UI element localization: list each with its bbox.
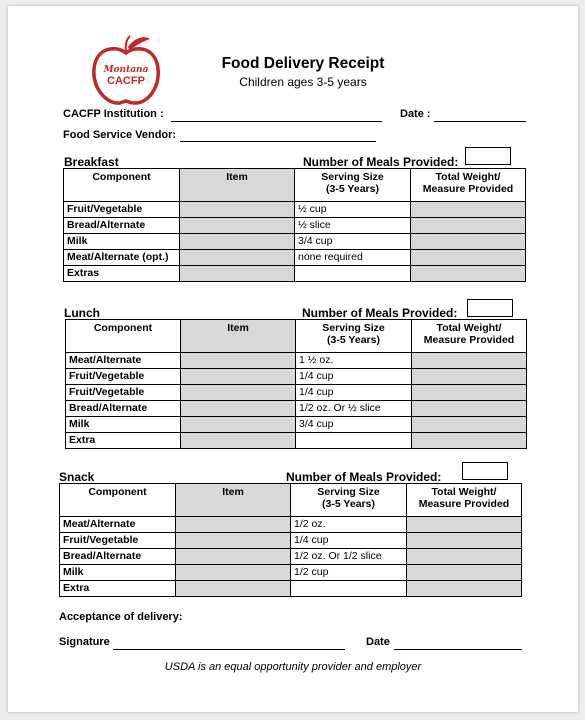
lunch-meals-label: Number of Meals Provided: xyxy=(302,306,458,320)
component-cell: Extras xyxy=(64,266,180,282)
column-header-serving: Serving Size (3-5 Years) xyxy=(291,484,407,517)
component-cell: Fruit/Vegetable xyxy=(64,202,180,218)
table-row xyxy=(64,234,526,250)
vendor-field[interactable] xyxy=(180,141,376,142)
column-header-component: Component xyxy=(60,484,176,517)
table-row xyxy=(60,549,522,565)
item-cell[interactable] xyxy=(176,565,291,581)
footer-date-field[interactable] xyxy=(394,649,522,650)
serving-cell: 1/2 cup xyxy=(291,565,407,581)
serving-cell: 1/4 cup xyxy=(296,385,412,401)
weight-cell[interactable] xyxy=(412,433,527,449)
serving-cell: 1 ½ oz. xyxy=(296,353,412,369)
institution-label: CACFP Institution : xyxy=(63,108,164,120)
item-cell[interactable] xyxy=(181,369,296,385)
institution-field[interactable] xyxy=(171,121,382,122)
breakfast-meals-input[interactable] xyxy=(465,147,511,165)
weight-cell[interactable] xyxy=(412,353,527,369)
serving-cell: 1/2 oz. xyxy=(291,517,407,533)
serving-cell: 1/4 cup xyxy=(291,533,407,549)
table-row xyxy=(64,250,526,266)
component-cell: Milk xyxy=(64,234,180,250)
serving-cell: 1/2 oz. Or ½ slice xyxy=(296,401,412,417)
table-row xyxy=(60,581,522,597)
column-header-component: Component xyxy=(66,320,181,353)
table-row xyxy=(64,202,526,218)
column-header-weight: Total Weight/ Measure Provided xyxy=(411,169,526,202)
table-row xyxy=(66,401,527,417)
table-row xyxy=(66,353,527,369)
date-field[interactable] xyxy=(434,121,526,122)
component-cell: Extra xyxy=(60,581,176,597)
component-cell: Meat/Alternate xyxy=(60,517,176,533)
component-cell: Fruit/Vegetable xyxy=(66,385,181,401)
table-row xyxy=(66,385,527,401)
column-header-item: Item xyxy=(180,169,295,202)
signature-field[interactable] xyxy=(113,649,345,650)
component-cell: Bread/Alternate xyxy=(64,218,180,234)
serving-cell: 1/2 oz. Or 1/2 slice xyxy=(291,549,407,565)
table-header-row xyxy=(64,169,526,202)
component-cell: Milk xyxy=(60,565,176,581)
item-cell[interactable] xyxy=(180,234,295,250)
weight-cell[interactable] xyxy=(411,202,526,218)
serving-cell: ½ cup xyxy=(295,202,411,218)
item-cell[interactable] xyxy=(181,417,296,433)
serving-cell: none required xyxy=(295,250,411,266)
date-label: Date : xyxy=(400,108,431,120)
item-cell[interactable] xyxy=(181,385,296,401)
weight-cell[interactable] xyxy=(407,533,522,549)
item-cell[interactable] xyxy=(180,218,295,234)
snack-meals-input[interactable] xyxy=(462,462,508,480)
component-cell: Fruit/Vegetable xyxy=(66,369,181,385)
lunch-title: Lunch xyxy=(64,306,100,320)
item-cell[interactable] xyxy=(180,202,295,218)
serving-cell: 3/4 cup xyxy=(296,417,412,433)
receipt-page xyxy=(8,6,578,712)
serving-cell: 3/4 cup xyxy=(295,234,411,250)
apple-icon xyxy=(90,33,162,107)
item-cell[interactable] xyxy=(176,581,291,597)
table-row xyxy=(64,218,526,234)
weight-cell[interactable] xyxy=(411,266,526,282)
item-cell[interactable] xyxy=(180,250,295,266)
weight-cell[interactable] xyxy=(411,218,526,234)
serving-cell: 1/4 cup xyxy=(296,369,412,385)
weight-cell[interactable] xyxy=(412,385,527,401)
item-cell[interactable] xyxy=(181,433,296,449)
snack-title: Snack xyxy=(59,470,95,484)
column-header-weight: Total Weight/ Measure Provided xyxy=(412,320,527,353)
page-title: Food Delivery Receipt xyxy=(221,55,385,72)
weight-cell[interactable] xyxy=(411,234,526,250)
component-cell: Meat/Alternate (opt.) xyxy=(64,250,180,266)
table-row xyxy=(66,369,527,385)
table-row xyxy=(60,533,522,549)
weight-cell[interactable] xyxy=(412,417,527,433)
component-cell: Milk xyxy=(66,417,181,433)
breakfast-table xyxy=(63,168,526,282)
weight-cell[interactable] xyxy=(407,517,522,533)
table-row xyxy=(66,417,527,433)
weight-cell[interactable] xyxy=(407,565,522,581)
serving-cell xyxy=(295,266,411,282)
table-header-row xyxy=(66,320,527,353)
serving-cell xyxy=(291,581,407,597)
column-header-item: Item xyxy=(176,484,291,517)
weight-cell[interactable] xyxy=(412,401,527,417)
lunch-meals-input[interactable] xyxy=(467,299,513,317)
item-cell[interactable] xyxy=(176,517,291,533)
column-header-weight: Total Weight/ Measure Provided xyxy=(407,484,522,517)
weight-cell[interactable] xyxy=(412,369,527,385)
snack-meals-label: Number of Meals Provided: xyxy=(286,470,442,484)
component-cell: Bread/Alternate xyxy=(60,549,176,565)
page-subtitle: Children ages 3-5 years xyxy=(239,75,367,89)
component-cell: Fruit/Vegetable xyxy=(60,533,176,549)
serving-cell: ½ slice xyxy=(295,218,411,234)
column-header-item: Item xyxy=(181,320,296,353)
breakfast-meals-label: Number of Meals Provided: xyxy=(303,155,459,169)
table-row xyxy=(60,565,522,581)
weight-cell[interactable] xyxy=(407,581,522,597)
vendor-label: Food Service Vendor: xyxy=(63,129,177,141)
item-cell[interactable] xyxy=(176,549,291,565)
footer-date-label: Date xyxy=(366,636,390,648)
logo-line2: CACFP xyxy=(107,75,145,87)
lunch-table xyxy=(65,319,527,449)
component-cell: Bread/Alternate xyxy=(66,401,181,417)
item-cell[interactable] xyxy=(180,266,295,282)
item-cell[interactable] xyxy=(181,353,296,369)
column-header-serving: Serving Size (3-5 Years) xyxy=(295,169,411,202)
item-cell[interactable] xyxy=(176,533,291,549)
column-header-component: Component xyxy=(64,169,180,202)
weight-cell[interactable] xyxy=(411,250,526,266)
weight-cell[interactable] xyxy=(407,549,522,565)
acceptance-label: Acceptance of delivery: xyxy=(59,611,183,623)
table-header-row xyxy=(60,484,522,517)
component-cell: Meat/Alternate xyxy=(66,353,181,369)
table-row xyxy=(66,433,527,449)
breakfast-title: Breakfast xyxy=(64,155,119,169)
table-row xyxy=(64,266,526,282)
column-header-serving: Serving Size (3-5 Years) xyxy=(296,320,412,353)
snack-table xyxy=(59,483,522,597)
usda-statement: USDA is an equal opportunity provider and employer xyxy=(164,661,422,673)
logo-line1: Montana xyxy=(103,65,149,75)
item-cell[interactable] xyxy=(181,401,296,417)
serving-cell xyxy=(296,433,412,449)
table-row xyxy=(60,517,522,533)
component-cell: Extra xyxy=(66,433,181,449)
signature-label: Signature xyxy=(59,636,110,648)
